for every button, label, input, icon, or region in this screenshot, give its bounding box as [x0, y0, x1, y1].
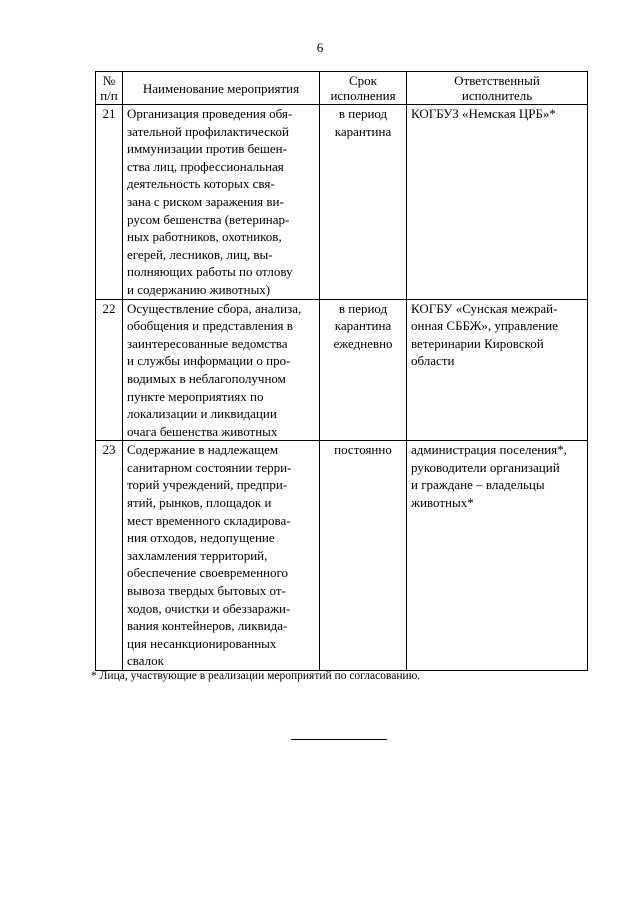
end-divider-line	[291, 739, 387, 740]
row-responsible: КОГБУ «Сунская межрай- онная СББЖ», управление ветеринарии Кировской области	[407, 299, 588, 441]
header-term: Срок исполнения	[320, 72, 407, 105]
row-measure-name: Осуществление сбора, анализа, обобщения и представления в заинтересованные ведомства и службы информации о про- водимых в неблагополучном пункте мероприятиях по локализации и ликвидации очага бешенства животных	[123, 299, 320, 441]
table-row	[96, 299, 588, 441]
header-measure-name: Наименование мероприятия	[123, 72, 320, 105]
row-number: 22	[96, 299, 123, 441]
measures-table	[95, 71, 588, 671]
footnote: * Лица, участвующие в реализации мероприятий по согласованию.	[91, 670, 421, 682]
row-term: постоянно	[320, 441, 407, 671]
header-responsible: Ответственный исполнитель	[407, 72, 588, 105]
page-number: 6	[316, 40, 324, 55]
row-responsible: администрация поселения*, руководители организаций и граждане – владельцы животных*	[407, 441, 588, 671]
row-responsible: КОГБУЗ «Немская ЦРБ»*	[407, 105, 588, 300]
header-number: № п/п	[96, 72, 123, 105]
row-term: в период карантина ежедневно	[320, 299, 407, 441]
row-measure-name: Организация проведения обя- зательной профилактической иммунизации против бешен- ства лиц, профессиональная деятельность которых свя- зана с риском заражения ви- русом бешенства (ветеринар- ных работников, охотников, егерей, лесников, лиц, вы- полняющих работы по отлову и содержанию животных)	[123, 105, 320, 300]
table-row	[96, 105, 588, 300]
row-term: в период карантина	[320, 105, 407, 300]
row-number: 21	[96, 105, 123, 300]
row-number: 23	[96, 441, 123, 671]
table-header-row	[96, 72, 588, 105]
table-row	[96, 441, 588, 671]
row-measure-name: Содержание в надлежащем санитарном состоянии терри- торий учреждений, предпри- ятий, рынков, площадок и мест временного складирова- ния отходов, недопущение захламления территорий, обеспечение своевременного вывоза твердых бытовых от- ходов, очистки и обеззаражи- вания контейнеров, ликвида- ция несанкционированных свалок	[123, 441, 320, 671]
